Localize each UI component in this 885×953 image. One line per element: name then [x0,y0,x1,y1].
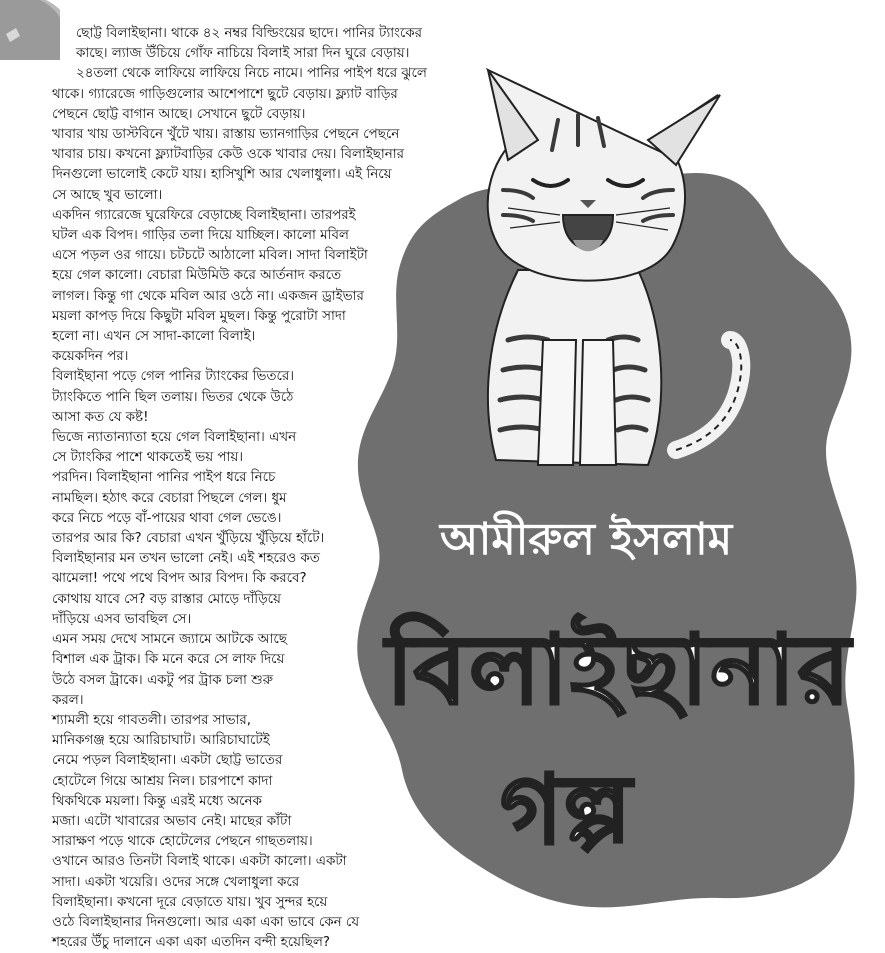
story-line: করল। [52,692,84,708]
story-line: লাগল। কিন্তু গা থেকে মবিল আর ওঠে না। একজন ড্রাইভার [52,288,364,304]
story-line: এমন সময় দেখে সামনে জ্যামে আটকে আছে [52,632,287,648]
story-line: সারাক্ষণ পড়ে থাকে হোটেলের পেছনে গাছতলায়। [52,834,313,850]
corner-decoration [0,0,60,60]
story-title-line-2: গল্প [500,753,632,866]
story-line: পরদিন। বিলাইছানা পানির পাইপ ধরে নিচে [52,470,276,486]
story-line: মানিকগঞ্জ হয়ে আরিচাঘাট। আরিচাঘাটেই [52,733,270,749]
story-line: নামছিল। হঠাৎ করে বেচারা পিছলে গেল। ধুম [52,490,287,506]
story-line: কয়েকদিন পর। [52,349,129,365]
story-line: কাছে। ল্যাজ উঁচিয়ে গোঁফ নাচিয়ে বিলাই সারা দিন ঘুরে বেড়ায়। [76,46,410,62]
story-text [52,24,452,953]
story-line: ছোট্ট বিলাইছানা। থাকে ৪২ নম্বর বিল্ডিংয়ের ছাদে। পানির ট্যাংকের [76,26,422,41]
story-line: পেছনে ছোট্ট বাগান আছে। সেখানে ছুটে বেড়ায়। [52,106,306,122]
story-line: তারপর আর কি? বেচারা এখন খুঁড়িয়ে খুঁড়িয়ে হাঁটে। [52,531,325,547]
story-line: বিলাইছানার মন তখন ভালো নেই। এই শহরেও কত [52,551,320,567]
story-line: আসা কত যে কষ্ট! [52,409,149,425]
story-line: মজা। এটো খাবারের অভাব নেই। মাছের কাঁটা [52,813,292,829]
story-line: ট্যাংকিতে পানি ছিল তলায়। ভিতর থেকে উঠে [52,389,294,405]
story-line: নেমে পড়ল বিলাইছানা। একটা ছোট্ট ভাতের [52,753,283,769]
story-title-line-1: বিলাইছানার [386,613,853,726]
story-line: ২৪তলা থেকে লাফিয়ে লাফিয়ে নিচে নামে। পানির পাইপ ধরে ঝুলে [76,66,427,82]
story-line: ঝামেলা! পথে পথে বিপদ আর বিপদ। কি করবে? [52,571,307,587]
story-line: সে ট্যাংকির পাশে থাকতেই ভয় পায়। [52,450,244,466]
author-name: আমীরুল ইসলাম [440,514,733,565]
kitten-illustration [448,40,760,482]
story-line: ভিজে ন্যাতান্যাতা হয়ে গেল বিলাইছানা। এখন [52,430,297,446]
story-line: ময়লা কাপড় দিয়ে কিছুটা মবিল মুছল। কিন্তু পুরোটা সাদা [52,308,346,324]
story-line: করে নিচে পড়ে বাঁ-পায়ের থাবা গেল ভেঙে। [52,510,282,526]
story-line: শ্যামলী হয়ে গাবতলী। তারপর সাভার, [52,712,251,728]
story-line: খাবার খায় ডাস্টবিনে খুঁটে খায়। রাস্তায় ভ্যানগাড়ির পেছনে পেছনে [52,127,400,143]
story-line: খাবার চায়। কখনো ফ্ল্যাটবাড়ির কেউ ওকে খাবার দেয়। বিলাইছানার [52,147,405,163]
story-line: শহরের উঁচু দালানে একা একা এতদিন বন্দী হয়েছিল? [52,935,331,951]
story-line: এসে পড়ল ওর গায়ে। চটচটে আঠালো মবিল। সাদা বিলাইটা [52,248,368,264]
story-line: ওঠে বিলাইছানার দিনগুলো। আর একা একা ভাবে কেন যে [52,914,360,930]
story-line: সাদা। একটা খয়েরি। ওদের সঙ্গে খেলাধুলা করে [52,874,300,890]
story-line: ঘটল এক বিপদ। গাড়ির তলা দিয়ে যাচ্ছিল। কালো মবিল [52,228,349,244]
story-line: সে আছে খুব ভালো। [52,187,163,203]
story-line: বিলাইছানা। কখনো দূরে বেড়াতে যায়। খুব সুন্দর হয়ে [52,894,328,910]
story-line: হোটেলে গিয়ে আশ্রয় নিল। চারপাশে কাদা [52,773,273,789]
story-line: দাঁড়িয়ে এসব ভাবছিল সে। [52,611,192,627]
story-line: একদিন গ্যারেজে ঘুরেফিরে বেড়াচ্ছে বিলাইছানা। তারপরই [52,207,356,223]
story-line: দিনগুলো ভালোই কেটে যায়। হাসিখুশি আর খেলাধুলা। এই নিয়ে [52,167,392,183]
story-line: হয়ে গেল কালো। বেচারা মিউমিউ করে আর্তনাদ করতে [52,268,342,284]
story-line: উঠে বসল ট্রাকে। একটু পর ট্রাক চলা শুরু [52,672,273,688]
story-line: হলো না। এখন সে সাদা-কালো বিলাই। [52,329,256,345]
story-line: থিকথিকে ময়লা। কিন্তু এরই মধ্যে অনেক [52,793,262,809]
story-line: কোথায় যাবে সে? বড় রাস্তার মোড়ে দাঁড়িয়ে [52,591,281,607]
story-line: বিশাল এক ট্রাক। কি মনে করে সে লাফ দিয়ে [52,652,285,668]
story-line: বিলাইছানা পড়ে গেল পানির ট্যাংকের ভিতরে। [52,369,294,385]
story-line: থাকে। গ্যারেজে গাড়িগুলোর আশেপাশে ছুটে বেড়ায়। ফ্ল্যাট বাড়ির [52,86,398,102]
story-line: ওখানে আরও তিনটা বিলাই থাকে। একটা কালো। একটা [52,854,347,870]
